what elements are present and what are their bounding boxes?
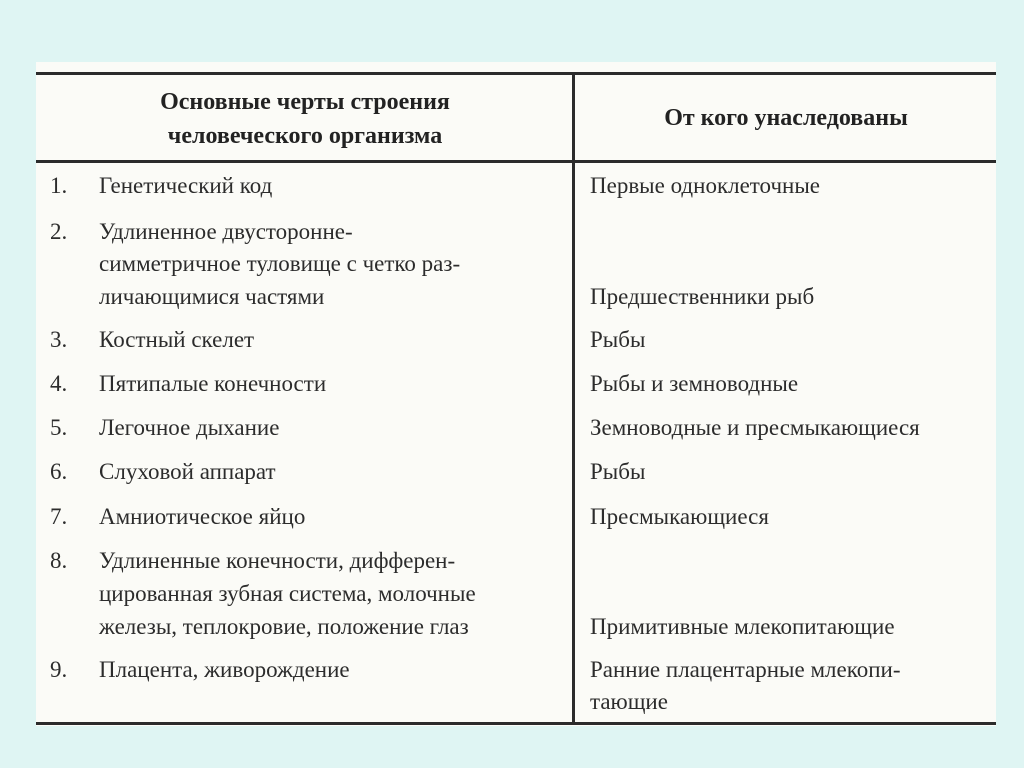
row-origin: Рыбы [590,459,646,484]
row-origin: Рыбы и земноводные [590,371,799,396]
column-divider [572,72,575,725]
row-number: 7. [50,504,68,529]
row-number: 9. [50,657,68,682]
row-feature: цированная зубная система, молочные [99,581,476,606]
row-origin: Предшественники рыб [590,284,815,309]
row-origin: Пресмыкающиеся [590,504,769,529]
row-number: 6. [50,459,68,484]
row-feature: Пятипалые конечности [99,371,327,396]
row-number: 8. [50,548,68,573]
row-origin: Примитивные млекопитающие [590,614,895,639]
row-number: 4. [50,371,68,396]
row-number: 2. [50,219,68,244]
header-col1-line2: человеческого организма [167,123,443,149]
header-col1-line1: Основные черты строения [160,89,450,115]
row-number: 1. [50,173,68,198]
row-origin: Ранние плацентарные млекопи- [590,657,901,682]
row-number: 3. [50,327,68,352]
row-feature: Генетический код [99,173,273,198]
table-bottom-border [36,722,996,725]
row-origin-continued: тающие [590,689,668,714]
row-feature: Слуховой аппарат [99,459,276,484]
row-origin: Первые одноклеточные [590,173,820,198]
row-feature: Амниотическое яйцо [99,504,306,529]
row-origin: Рыбы [590,327,646,352]
header-bottom-border [36,160,996,163]
row-feature: личающимися частями [99,284,325,309]
row-feature: Плацента, живорождение [99,657,350,682]
header-col2: От кого унаследованы [664,105,908,131]
row-feature: Удлиненное двусторонне- [99,219,353,244]
row-feature: Костный скелет [99,327,255,352]
row-number: 5. [50,415,68,440]
row-origin: Земноводные и пресмыкающиеся [590,415,920,440]
table-top-border [36,72,996,75]
row-feature: Легочное дыхание [99,415,280,440]
row-feature: Удлиненные конечности, дифферен- [99,548,456,573]
row-feature: симметричное туловище с четко раз- [99,251,461,276]
row-feature: железы, теплокровие, положение глаз [99,614,469,639]
